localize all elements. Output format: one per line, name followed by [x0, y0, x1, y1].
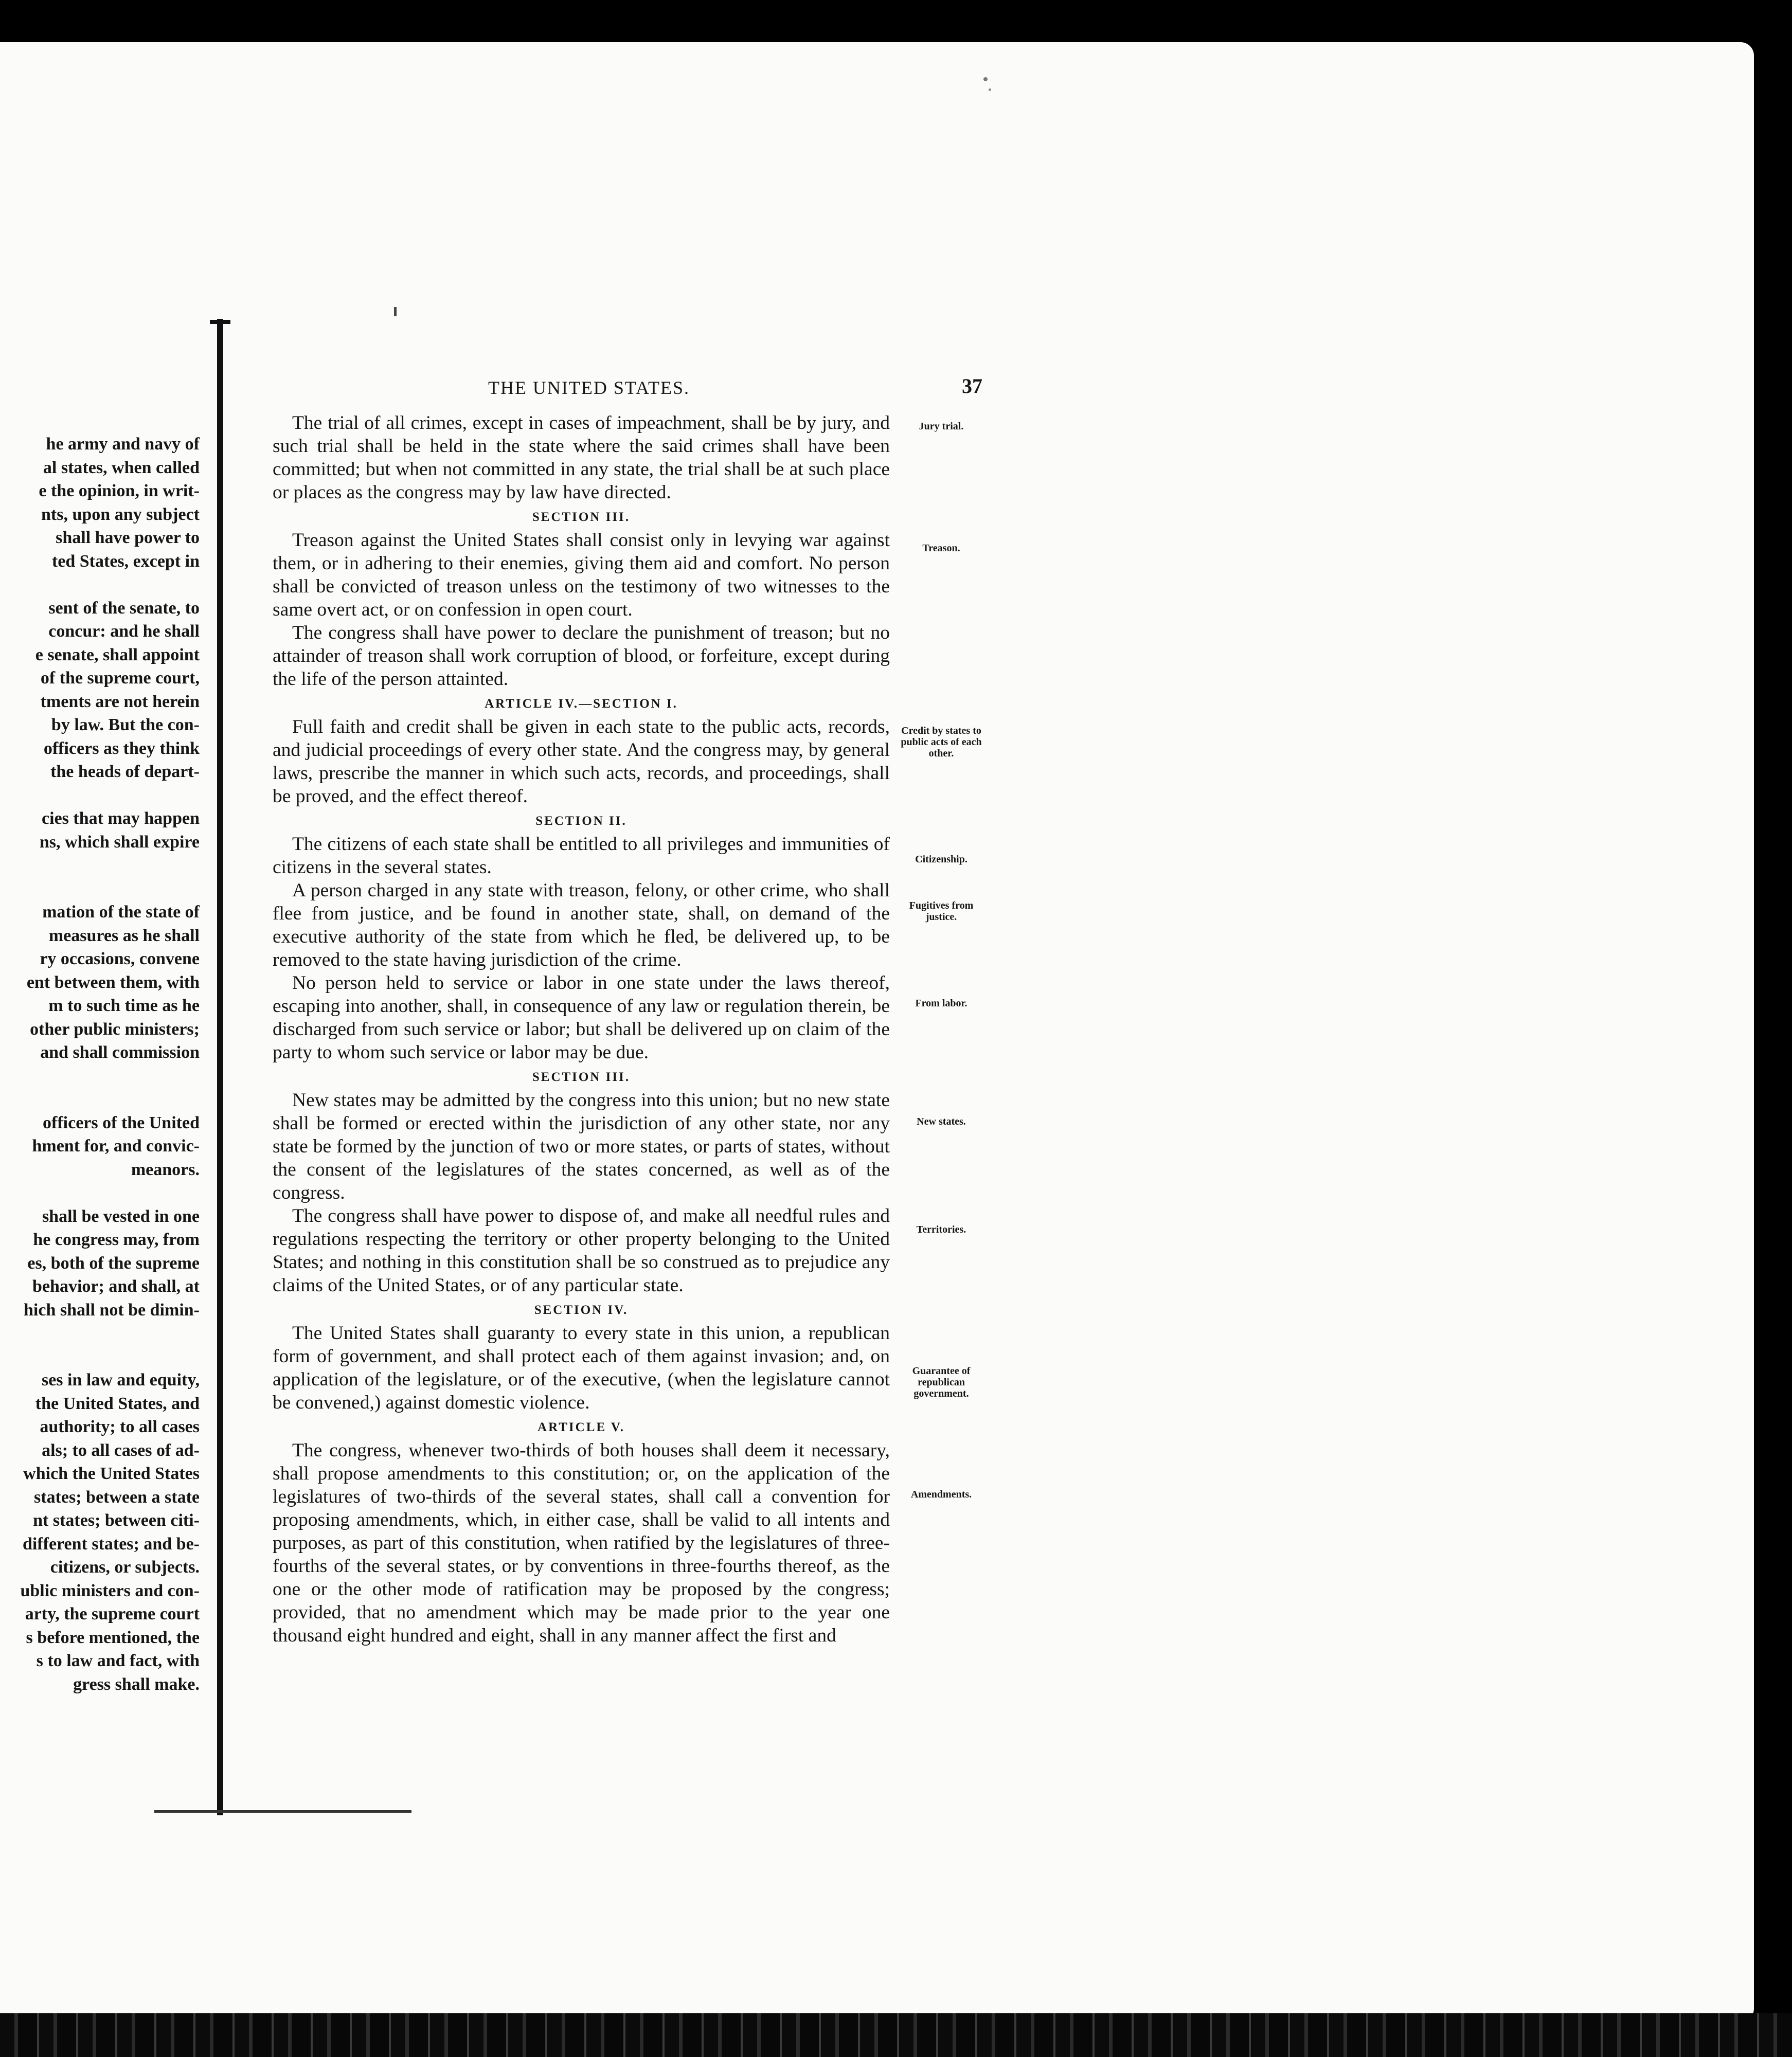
left-page-line: gress shall make. [73, 1674, 200, 1694]
left-page-line: mation of the state of [42, 903, 200, 922]
left-page-line: ent between them, with [26, 972, 200, 992]
left-page-line: he congress may, from [33, 1230, 200, 1249]
paragraph: The United States shall guaranty to every state in this union, a republican form of government, and shall protect each of them against invasion; and, on application of the legislature, or of the executive, (when the legislature cannot be convened,) against domestic violence. [273, 1323, 890, 1413]
left-page-line: ted States, except in [51, 551, 200, 571]
paragraph: The trial of all crimes, except in cases of impeachment, shall be by jury, and such trial shall be held in the state where the said crimes shall have been committed; but when not committed in any state, the trial shall be at such place or places as the congress may by law have directed. [273, 412, 890, 503]
paragraph: The citizens of each state shall be entitled to all privileges and immunities of citizens in the several states. [273, 834, 890, 878]
margin-note: Jury trial. [919, 421, 964, 432]
left-page-line: tments are not herein [40, 692, 200, 711]
margin-note: Fugitives from justice. [909, 900, 974, 923]
section-heading: SECTION IV. [534, 1303, 629, 1317]
margin-note: Amendments. [910, 1489, 972, 1500]
margin-note: Citizenship. [915, 854, 967, 865]
paragraph: Treason against the United States shall consist only in levying war against them, or in adhering to their enemies, giving them aid and comfort. No person shall be convicted of treason unless on the testimony of two witnesses to the same overt act, or on confession in open court. [273, 530, 890, 620]
left-page-fragment [0, 435, 206, 1720]
left-page-line: and shall commission [40, 1043, 200, 1062]
left-page-line: officers of the United [43, 1113, 200, 1132]
scan-speck [983, 77, 988, 81]
paragraph: The congress, whenever two-thirds of both houses shall deem it necessary, shall propose amendments to this constitution; or, on the application of the legislatures of two-thirds of the several states, shall call a convention for proposing amendments, which, in either case, shall be valid to all intents and purposes, as part of this constitution, when ratified by the legislatures of three-fourths of the several states, or by conventions in three-fourths thereof, as the one or the other mode of ratification may be proposed by the congress; provided, that no amendment which may be made prior to the year one thousand eight hundred and eight, shall in any manner affect the first and [273, 1440, 890, 1646]
scan-bottom-edge [0, 2013, 1792, 2057]
left-page-line: cies that may happen [42, 809, 200, 828]
left-page-line: shall have power to [56, 528, 200, 547]
margin-note: From labor. [915, 998, 967, 1009]
left-page-line: states; between a state [34, 1487, 200, 1507]
left-page-line: ses in law and equity, [41, 1370, 200, 1390]
left-page-line: s before mentioned, the [26, 1628, 200, 1647]
left-page-line: concur: and he shall [48, 622, 200, 641]
left-page-line: behavior; and shall, at [32, 1277, 200, 1296]
margin-note: New states. [917, 1116, 966, 1127]
paragraph: The congress shall have power to dispose of, and make all needful rules and regulations respecting the territory or other property belonging to the United States; and nothing in this constitution shall be so construed as to prejudice any claims of the United States, or of any particular state. [273, 1205, 890, 1296]
left-page-line: the United States, and [35, 1394, 200, 1413]
paragraph: The congress shall have power to declare the punishment of treason; but no attainder of treason shall work corruption of blood, or forfeiture, except during the life of the person attainted. [273, 622, 890, 690]
left-page-line: by law. But the con- [51, 715, 200, 734]
left-page-line: m to such time as he [48, 996, 200, 1015]
left-page-line: different states; and be- [22, 1534, 200, 1554]
margin-note: Guarantee of republican government. [912, 1365, 971, 1399]
paragraph: A person charged in any state with treason, felony, or other crime, who shall flee from justice, and be found in another state, shall, on demand of the executive authority of the state from which he fled, be delivered up, to be removed to the state having jurisdiction of the crime. [273, 880, 890, 970]
scan-mark [394, 307, 397, 316]
left-page-line: other public ministers; [30, 1019, 200, 1039]
left-page-line: s to law and fact, with [36, 1651, 200, 1670]
section-heading: SECTION II. [535, 814, 627, 828]
left-page-line: als; to all cases of ad- [42, 1440, 200, 1460]
page-body [273, 411, 988, 1647]
section-heading: SECTION III. [532, 510, 631, 524]
left-page-line: shall be vested in one [42, 1206, 200, 1226]
paragraph: Full faith and credit shall be given in each state to the public acts, records, and judicial proceedings of every other state. And the congress may, by general laws, prescribe the manner in which such acts, records, and proceedings, shall be proved, and the effect thereof. [273, 716, 890, 807]
left-page-line: of the supreme court, [40, 669, 200, 688]
article-heading: ARTICLE V. [537, 1420, 625, 1434]
running-head [273, 373, 988, 404]
page-title: THE UNITED STATES. [488, 377, 690, 398]
left-page-line: citizens, or subjects. [50, 1558, 200, 1577]
left-page-line: which the United States [23, 1464, 200, 1483]
left-page-line: ublic ministers and con- [20, 1581, 200, 1600]
left-page-line: hment for, and convic- [32, 1136, 200, 1156]
article-heading: ARTICLE IV.—SECTION I. [485, 697, 678, 711]
left-page-line: officers as they think [43, 738, 200, 758]
left-page-line: nts, upon any subject [41, 504, 200, 524]
section-heading: SECTION III. [532, 1070, 631, 1084]
left-page-line: ry occasions, convene [40, 949, 200, 968]
left-page-line: al states, when called [43, 458, 200, 477]
gutter-foot-rule [154, 1810, 411, 1813]
right-page [273, 373, 988, 1710]
left-page-line: e senate, shall appoint [35, 645, 200, 664]
page-number: 37 [962, 374, 982, 398]
scan-speck [989, 88, 991, 91]
margin-note: Treason. [922, 543, 960, 554]
margin-note: Credit by states to public acts of each other. [901, 725, 982, 759]
left-page-line: hich shall not be dimin- [24, 1300, 200, 1320]
left-page-line: ns, which shall expire [39, 832, 200, 852]
left-page-line: nt states; between citi- [33, 1511, 200, 1530]
paragraph: New states may be admitted by the congress into this union; but no new state shall be formed or erected within the jurisdiction of any other state, nor any state be formed by the junction of two or more states, or parts of states, without the consent of the legislatures of the states concerned, as well as of the congress. [273, 1090, 890, 1203]
left-page-line: authority; to all cases [40, 1417, 200, 1436]
left-page-line: measures as he shall [48, 926, 200, 945]
left-page-line: es, both of the supreme [27, 1253, 200, 1273]
left-page-line: meanors. [131, 1160, 200, 1179]
left-page-line: sent of the senate, to [48, 598, 200, 618]
left-page-line: e the opinion, in writ- [39, 481, 200, 500]
margin-note: Territories. [916, 1224, 966, 1235]
book-gutter [217, 319, 223, 1815]
left-page-line: arty, the supreme court [25, 1604, 200, 1623]
left-page-line: he army and navy of [46, 435, 200, 454]
left-page-line: the heads of depart- [50, 762, 200, 781]
paragraph: No person held to service or labor in one state under the laws thereof, escaping into another, shall, in consequence of any law or regulation therein, be discharged from such service or labor; but shall be delivered up on claim of the party to whom such service or labor may be due. [273, 972, 890, 1063]
